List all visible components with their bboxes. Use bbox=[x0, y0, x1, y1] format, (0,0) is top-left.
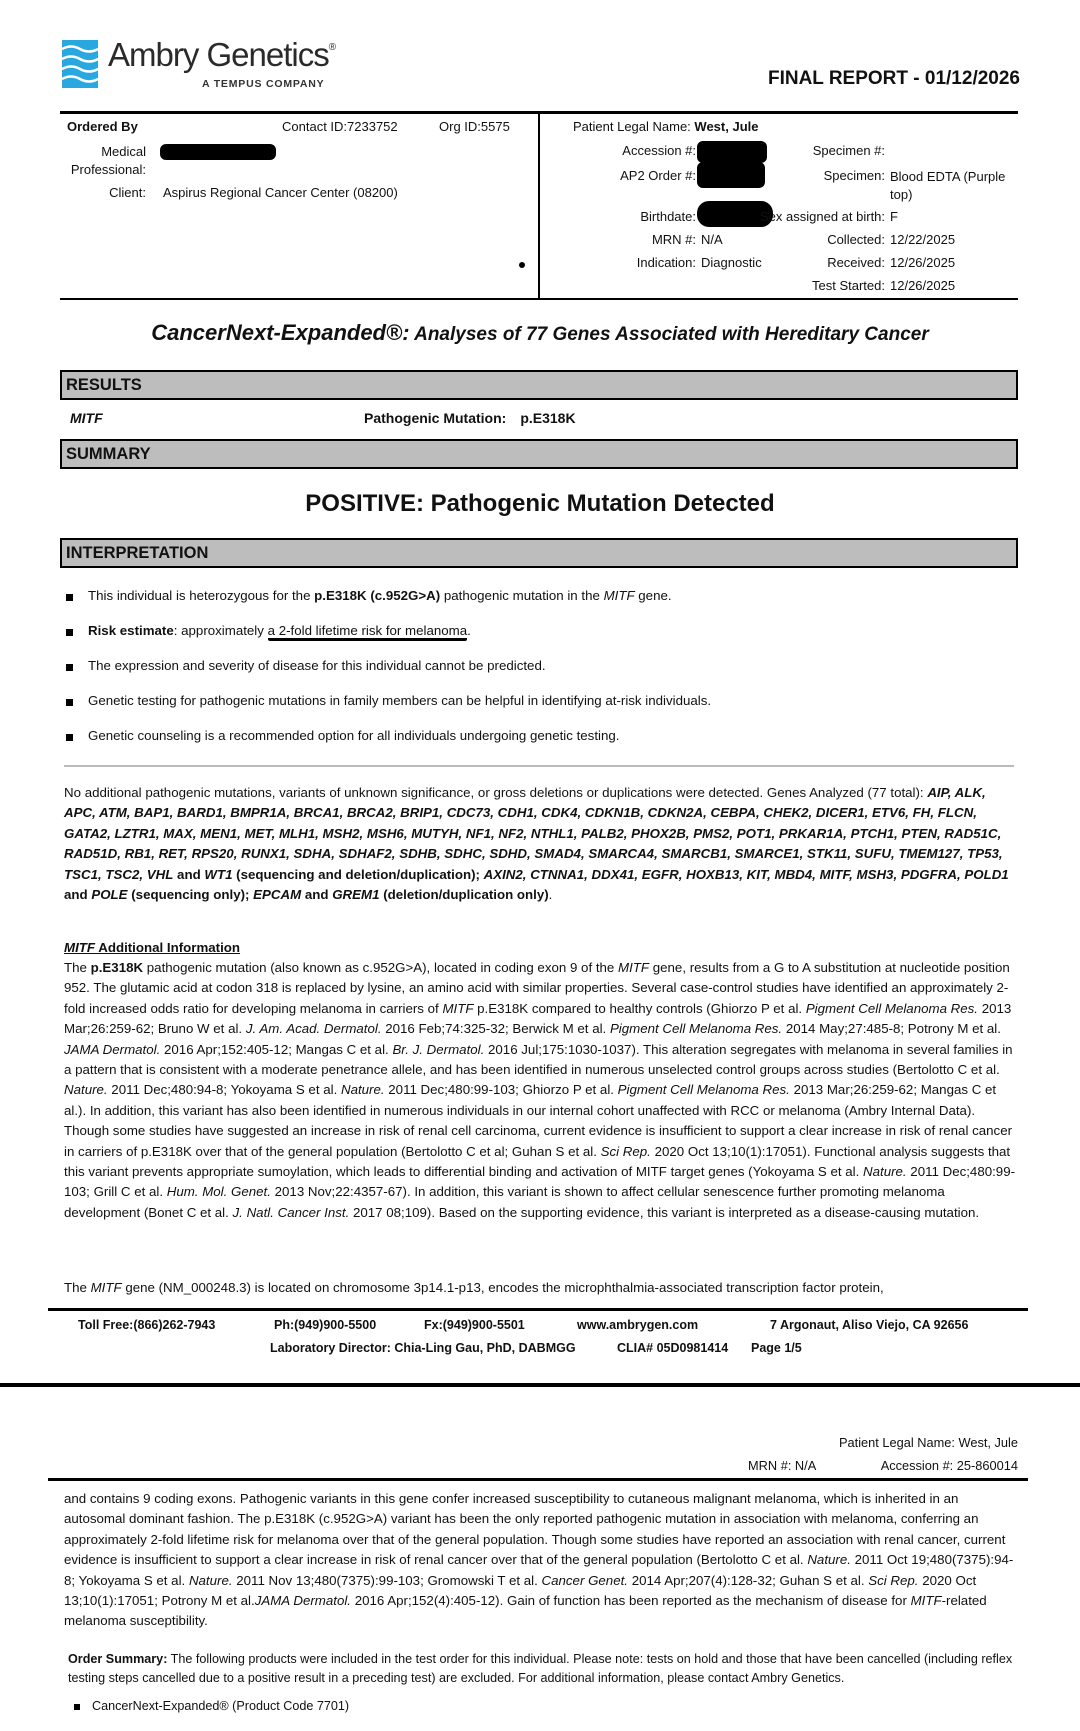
text-run: 2016 Apr;152:405-12; Mangas C et al. bbox=[160, 1041, 393, 1057]
page2-header-rule bbox=[48, 1478, 1028, 1481]
accession-label: Accession #: bbox=[622, 143, 696, 158]
client-label: Client: bbox=[109, 185, 146, 200]
footer-page-number: Page 1/5 bbox=[751, 1341, 802, 1355]
wave-logo-icon bbox=[62, 40, 98, 88]
redacted-accession bbox=[697, 141, 767, 163]
collected-value: 12/22/2025 bbox=[890, 232, 956, 247]
text-run: Pigment Cell Melanoma Res. bbox=[609, 1021, 783, 1037]
brand-name: Ambry Genetics® bbox=[108, 36, 337, 73]
text-run: The bbox=[64, 960, 91, 975]
gene-description-continued bbox=[64, 1489, 1019, 1632]
header-divider bbox=[538, 112, 540, 299]
indication-label: Indication: bbox=[636, 255, 696, 270]
interpretation-item: Genetic testing for pathogenic mutations in family members can be helpful in identifying at-risk individuals. bbox=[66, 693, 1026, 728]
text-run: and contains 9 coding exons. Pathogenic variants in this gene confer increased susceptibility to cutaneous malignant melanoma, which is inherited in an autosomal dominant fashion. The p.E318K (c.952G>A) variant has been the only reported pathogenic mutation in association with melanoma, conferring an approximately 2-fold lifetime risk for melanoma over that of the general population. Though some studies have reported an association with renal cancer, current evidence is insufficient to support a clear increase in risk of renal cancer over that of the general population (Bertolotto C et al. bbox=[64, 1491, 1006, 1568]
report-title: CancerNext-Expanded®: Analyses of 77 Genes Associated with Hereditary Cancer bbox=[151, 320, 929, 345]
underlined-risk: a 2-fold lifetime risk for melanoma bbox=[268, 623, 468, 641]
result-mutation: Pathogenic Mutation: p.E318K bbox=[364, 410, 576, 426]
ambry-genetics-logo bbox=[62, 36, 342, 92]
page2-accession: Accession #: 25-860014 bbox=[880, 1458, 1018, 1473]
received-value: 12/26/2025 bbox=[890, 255, 956, 270]
birthdate-label: Birthdate: bbox=[640, 209, 696, 224]
text-run: J. Natl. Cancer Inst. bbox=[232, 1204, 350, 1220]
interpretation-item: This individual is heterozygous for the p.E318K (c.952G>A) pathogenic mutation in the MITF gene. bbox=[66, 588, 1026, 623]
patient-name-field: Patient Legal Name: West, Jule bbox=[573, 119, 759, 134]
text-run: JAMA Dermatol. bbox=[254, 1593, 352, 1609]
page2-patient-name: Patient Legal Name: West, Jule bbox=[838, 1435, 1018, 1450]
collected-label: Collected: bbox=[827, 232, 885, 247]
org-id: Org ID:5575 bbox=[439, 119, 510, 134]
interpretation-item: Risk estimate: approximately a 2-fold lifetime risk for melanoma. bbox=[66, 623, 1026, 658]
text-run: The bbox=[64, 1280, 91, 1295]
footer-toll-free: Toll Free:(866)262-7943 bbox=[78, 1318, 216, 1332]
text-run: Nature. bbox=[863, 1164, 907, 1180]
text-run: p.E318K compared to healthy controls (Ghiorzo P et al. bbox=[473, 1000, 806, 1016]
summary-result: POSITIVE: Pathogenic Mutation Detected bbox=[305, 490, 775, 517]
header-bottom-rule bbox=[60, 298, 1018, 300]
text-run: Sci Rep. bbox=[868, 1572, 919, 1588]
page2-mrn: MRN #: N/A bbox=[748, 1458, 817, 1473]
divider bbox=[64, 765, 1014, 767]
text-run: MITF bbox=[90, 1280, 122, 1295]
ap2-order-label: AP2 Order #: bbox=[620, 168, 696, 183]
text-run: JAMA Dermatol. bbox=[64, 1041, 161, 1057]
text-run: Nature. bbox=[807, 1552, 851, 1568]
interpretation-list bbox=[66, 588, 1026, 763]
gene-description-paragraph bbox=[64, 1278, 1019, 1298]
text-run: MITF bbox=[442, 1000, 474, 1016]
medical-professional-label: Medical Professional: bbox=[70, 144, 146, 177]
footer-fax: Fx:(949)900-5501 bbox=[424, 1318, 525, 1332]
text-run: gene (NM_000248.3) is located on chromosome 3p14.1-p13, encodes the microphthalmia-associated transcription factor protein, bbox=[121, 1280, 884, 1295]
stray-dot bbox=[519, 262, 525, 268]
footer-address: 7 Argonaut, Aliso Viejo, CA 92656 bbox=[770, 1318, 969, 1332]
text-run: MITF bbox=[910, 1593, 942, 1609]
text-run: 2014 May;27:485-8; Potrony M et al. bbox=[782, 1021, 1001, 1037]
result-gene: MITF bbox=[70, 410, 103, 426]
interpretation-section-header: INTERPRETATION bbox=[60, 538, 1018, 568]
sex-value: F bbox=[890, 209, 898, 224]
text-run: 2020 Oct 13;10(1):17051; Potrony M et al. bbox=[64, 1572, 977, 1609]
indication-value: Diagnostic bbox=[701, 255, 762, 270]
footer-website[interactable]: www.ambrygen.com bbox=[577, 1318, 699, 1332]
mrn-label: MRN #: bbox=[651, 232, 696, 247]
text-run: 2013 Mar;26:259-62; Bruno W et al. bbox=[64, 1000, 1012, 1037]
text-run: Nature. bbox=[64, 1082, 108, 1098]
additional-info-heading: MITF Additional Information bbox=[64, 940, 241, 955]
test-started-value: 12/26/2025 bbox=[890, 278, 956, 293]
text-run: 2011 Nov 13;480(7375):99-103; Gromowski T et al. bbox=[232, 1572, 542, 1588]
footer-phone: Ph:(949)900-5500 bbox=[274, 1318, 377, 1332]
text-run: Sci Rep. bbox=[600, 1143, 651, 1159]
text-run: 2011 Dec;480:94-8; Yokoyama S et al. bbox=[107, 1082, 341, 1098]
text-run: MITF bbox=[618, 960, 650, 975]
text-run: Nature. bbox=[188, 1572, 233, 1588]
text-run: 2016 Jul;175:1030-1037). This alteration segregates with melanoma in several families in a pattern that is consistent with a moderate penetrance allele, and has been identified in numerous unselected control groups across studies (Bertolotto C et al. bbox=[64, 1041, 1013, 1078]
specimen-label: Specimen: bbox=[823, 168, 885, 183]
redacted-ap2-order bbox=[697, 162, 765, 188]
page-break bbox=[0, 1383, 1080, 1387]
text-run: -related melanoma susceptibility. bbox=[64, 1593, 987, 1629]
text-run: 2020 Oct 13;10(1):17051). Functional analysis suggests that this variant prevents appropriate sumoylation, which leads to differential binding and activation of MITF target genes (Yokoyama S et al. bbox=[64, 1143, 1011, 1180]
sex-label: Sex assigned at birth: bbox=[760, 209, 886, 224]
text-run: 2013 Mar;26:259-62; Mangas C et al.). In addition, this variant has also been identified in numerous individuals in our internal cohort unaffected with RCC or melanoma (Ambry Internal Data). Though some studies have suggested an increase in risk of renal cell carcinoma, current evidence is insufficient to support a clear increase in risk of renal cancer in carriers of p.E318K over that of the general population (Bertolotto C et al; Guhan S et al. bbox=[64, 1082, 1013, 1159]
final-report-title: FINAL REPORT - 01/12/2026 bbox=[767, 68, 1020, 89]
summary-section-header: SUMMARY bbox=[60, 439, 1018, 469]
order-item: CancerNext-Expanded® (Product Code 7701) bbox=[74, 1699, 349, 1713]
text-run: gene, results from a G to A substitution at nucleotide position 952. The glutamic acid at codon 318 is replaced by lysine, an amino acid with similar properties. Several case-control studies have identified an approximately 2-fold increased odds ratio for developing melanoma in carriers of bbox=[64, 960, 1010, 1016]
footer-clia: CLIA# 05D0981414 bbox=[617, 1341, 729, 1355]
interpretation-item: Genetic counseling is a recommended option for all individuals undergoing genetic testing. bbox=[66, 728, 1026, 763]
text-run: 2017 08;109). Based on the supporting evidence, this variant is interpreted as a disease-causing mutation. bbox=[349, 1204, 980, 1220]
mrn-value: N/A bbox=[701, 232, 723, 247]
genes-analyzed-paragraph: No additional pathogenic mutations, variants of unknown significance, or gross deletions or duplications were detected. Genes Analyzed (77 total): AIP, ALK, APC, ATM, BAP1, BARD1, BMPR1A, BRCA1, BRCA2, BRIP1, CDC73, CDH1, CDK4, CDKN1B, CDKN2A, CEBPA, CHEK2, DICER1, ETV6, FH, FLCN, GATA2, LZTR1, MAX, MEN1, MET, MLH1, MSH2, MSH6, MUTYH, NF1, NF2, NTHL1, PALB2, PHOX2B, PMS2, POT1, PRKAR1A, PTCH1, PTEN, RAD51C, RAD51D, RB1, RET, RPS20, RUNX1, SDHA, SDHAF2, SDHB, SDHC, SDHD, SMAD4, SMARCA4, SMARCB1, SMARCE1, STK11, SUFU, TMEM127, TP53, TSC1, TSC2, VHL and WT1 (sequencing and deletion/duplication); AXIN2, CTNNA1, DDX41, EGFR, HOXB13, KIT, MBD4, MITF, MSH3, PDGFRA, POLD1 and POLE (sequencing only); EPCAM and GREM1 (deletion/duplication only). bbox=[64, 785, 1009, 903]
interpretation-item: The expression and severity of disease for this individual cannot be predicted. bbox=[66, 658, 1026, 693]
text-run: p.E318K bbox=[90, 960, 144, 975]
test-started-label: Test Started: bbox=[812, 278, 885, 293]
text-run: Br. J. Dermatol. bbox=[392, 1041, 485, 1057]
received-label: Received: bbox=[827, 255, 885, 270]
brand-tagline: A TEMPUS COMPANY bbox=[202, 78, 325, 90]
text-run: Pigment Cell Melanoma Res. bbox=[805, 1000, 979, 1016]
results-section-header: RESULTS bbox=[60, 370, 1018, 400]
text-run: 2016 Apr;152(4):405-12). Gain of function has been reported as the mechanism of disease for bbox=[351, 1593, 911, 1609]
text-run: 2011 Dec;480:99-103; Ghiorzo P et al. bbox=[384, 1082, 618, 1098]
text-run: Nature. bbox=[340, 1082, 385, 1098]
order-summary: Order Summary: The following products were included in the test order for this individual. Please note: tests on hold and those that have been cancelled (including reflex testing steps cancelled due to a positive result in a preceding test) are excluded. For additional information, please contact Ambry Genetics. bbox=[68, 1652, 1013, 1685]
footer-rule bbox=[48, 1308, 1028, 1311]
redacted-medical-professional bbox=[160, 144, 276, 160]
specimen-value: Blood EDTA (Purple top) bbox=[890, 169, 1006, 202]
footer-director: Laboratory Director: Chia-Ling Gau, PhD, DABMGG bbox=[270, 1341, 576, 1355]
text-run: Cancer Genet. bbox=[541, 1572, 628, 1588]
text-run: 2016 Feb;74:325-32; Berwick M et al. bbox=[381, 1021, 610, 1037]
text-run: J. Am. Acad. Dermatol. bbox=[245, 1021, 382, 1037]
text-run: 2011 Dec;480:99-103; Grill C et al. bbox=[64, 1164, 1016, 1200]
contact-id: Contact ID:7233752 bbox=[282, 119, 398, 134]
ordered-by-heading: Ordered By bbox=[67, 119, 138, 134]
text-run: 2011 Oct 19;480(7375):94-8; Yokoyama S et al. bbox=[64, 1552, 1014, 1588]
text-run: Hum. Mol. Genet. bbox=[166, 1184, 271, 1200]
additional-info-paragraph bbox=[64, 958, 1019, 1223]
text-run: pathogenic mutation (also known as c.952G>A), located in coding exon 9 of the bbox=[143, 960, 619, 975]
client-value: Aspirus Regional Cancer Center (08200) bbox=[163, 185, 398, 200]
text-run: 2013 Nov;22:4357-67). In addition, this variant is shown to affect cellular senescence further promoting melanoma development (Bonet C et al. bbox=[64, 1184, 945, 1220]
text-run: 2014 Apr;207(4):128-32; Guhan S et al. bbox=[628, 1572, 869, 1588]
specimen-number-label: Specimen #: bbox=[812, 143, 885, 158]
text-run: Pigment Cell Melanoma Res. bbox=[617, 1082, 790, 1098]
